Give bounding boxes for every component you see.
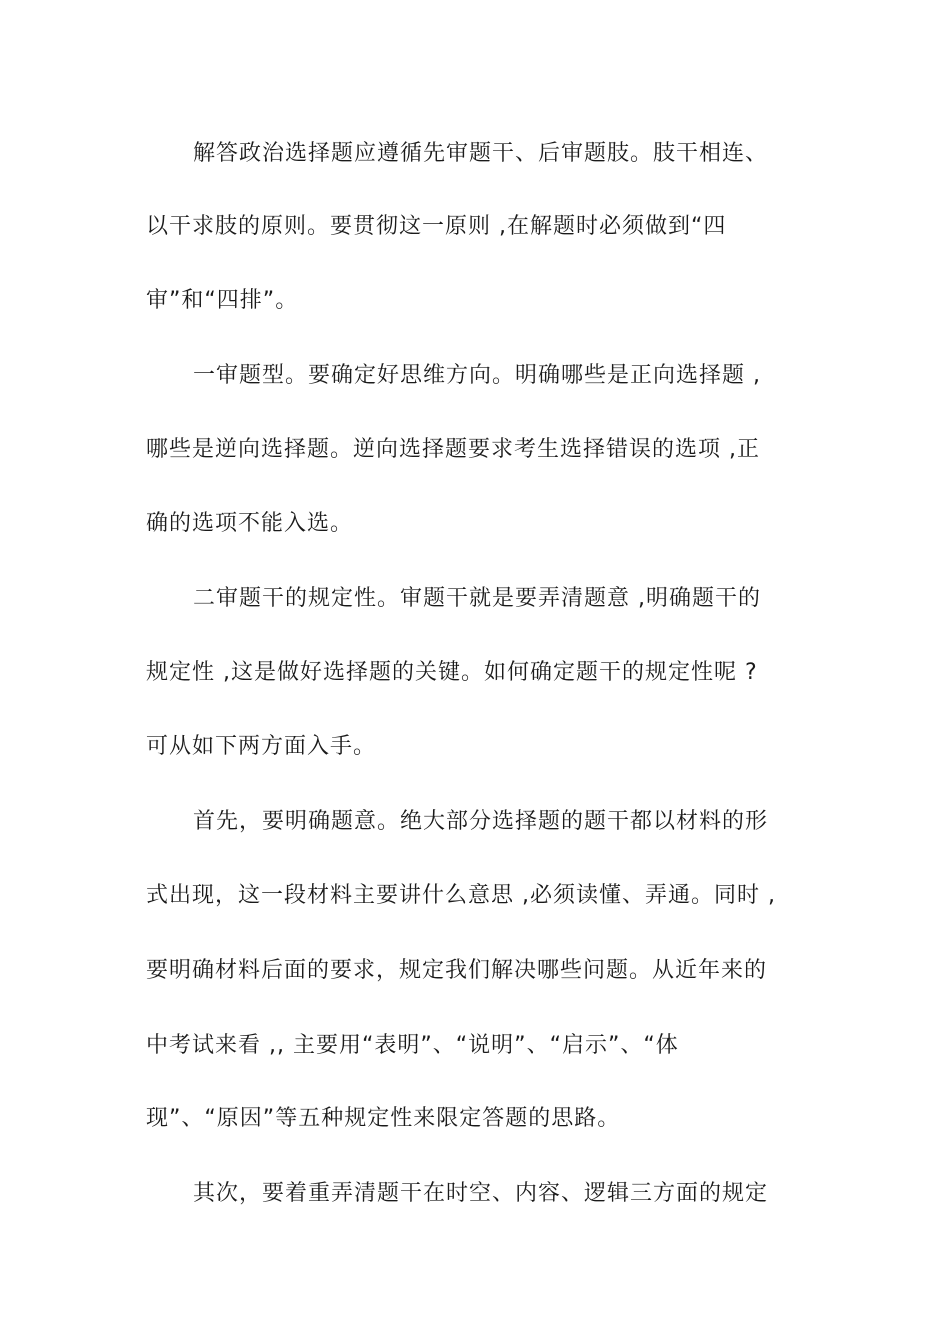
- paragraph-4-line-2: 式出现，这一段材料主要讲什么意思 ,必须读懂、弄通。同时 ,: [146, 883, 776, 908]
- paragraph-1-line-2: 以干求肢的原则。要贯彻这一原则 ,在解题时必须做到“四: [146, 214, 727, 239]
- paragraph-2-line-2: 哪些是逆向选择题。逆向选择题要求考生选择错误的选项 ,正: [146, 437, 760, 462]
- paragraph-4-line-5: 现”、“原因”等五种规定性来限定答题的思路。: [146, 1106, 621, 1131]
- paragraph-3-line-2: 规定性 ,这是做好选择题的关键。如何确定题干的规定性呢 ?: [146, 660, 758, 685]
- paragraph-2-line-3: 确的选项不能入选。: [146, 511, 354, 536]
- paragraph-5-line-1: 其次，要着重弄清题干在时空、内容、逻辑三方面的规定: [193, 1181, 769, 1206]
- paragraph-4-line-3: 要明确材料后面的要求，规定我们解决哪些问题。从近年来的: [146, 958, 768, 983]
- paragraph-4-line-1: 首先，要明确题意。绝大部分选择题的题干都以材料的形: [193, 809, 769, 834]
- paragraph-4-line-4: 中考试来看 ,, 主要用“表明”、“说明”、“启示”、“体: [146, 1033, 679, 1058]
- paragraph-1-line-3: 审”和“四排”。: [146, 288, 299, 313]
- paragraph-1-line-1: 解答政治选择题应遵循先审题干、后审题肢。肢干相连、: [193, 141, 769, 166]
- paragraph-3-line-3: 可从如下两方面入手。: [146, 734, 377, 759]
- paragraph-3-line-1: 二审题干的规定性。审题干就是要弄清题意 ,明确题干的: [193, 586, 761, 611]
- paragraph-2-line-1: 一审题型。要确定好思维方向。明确哪些是正向选择题 ,: [193, 363, 761, 388]
